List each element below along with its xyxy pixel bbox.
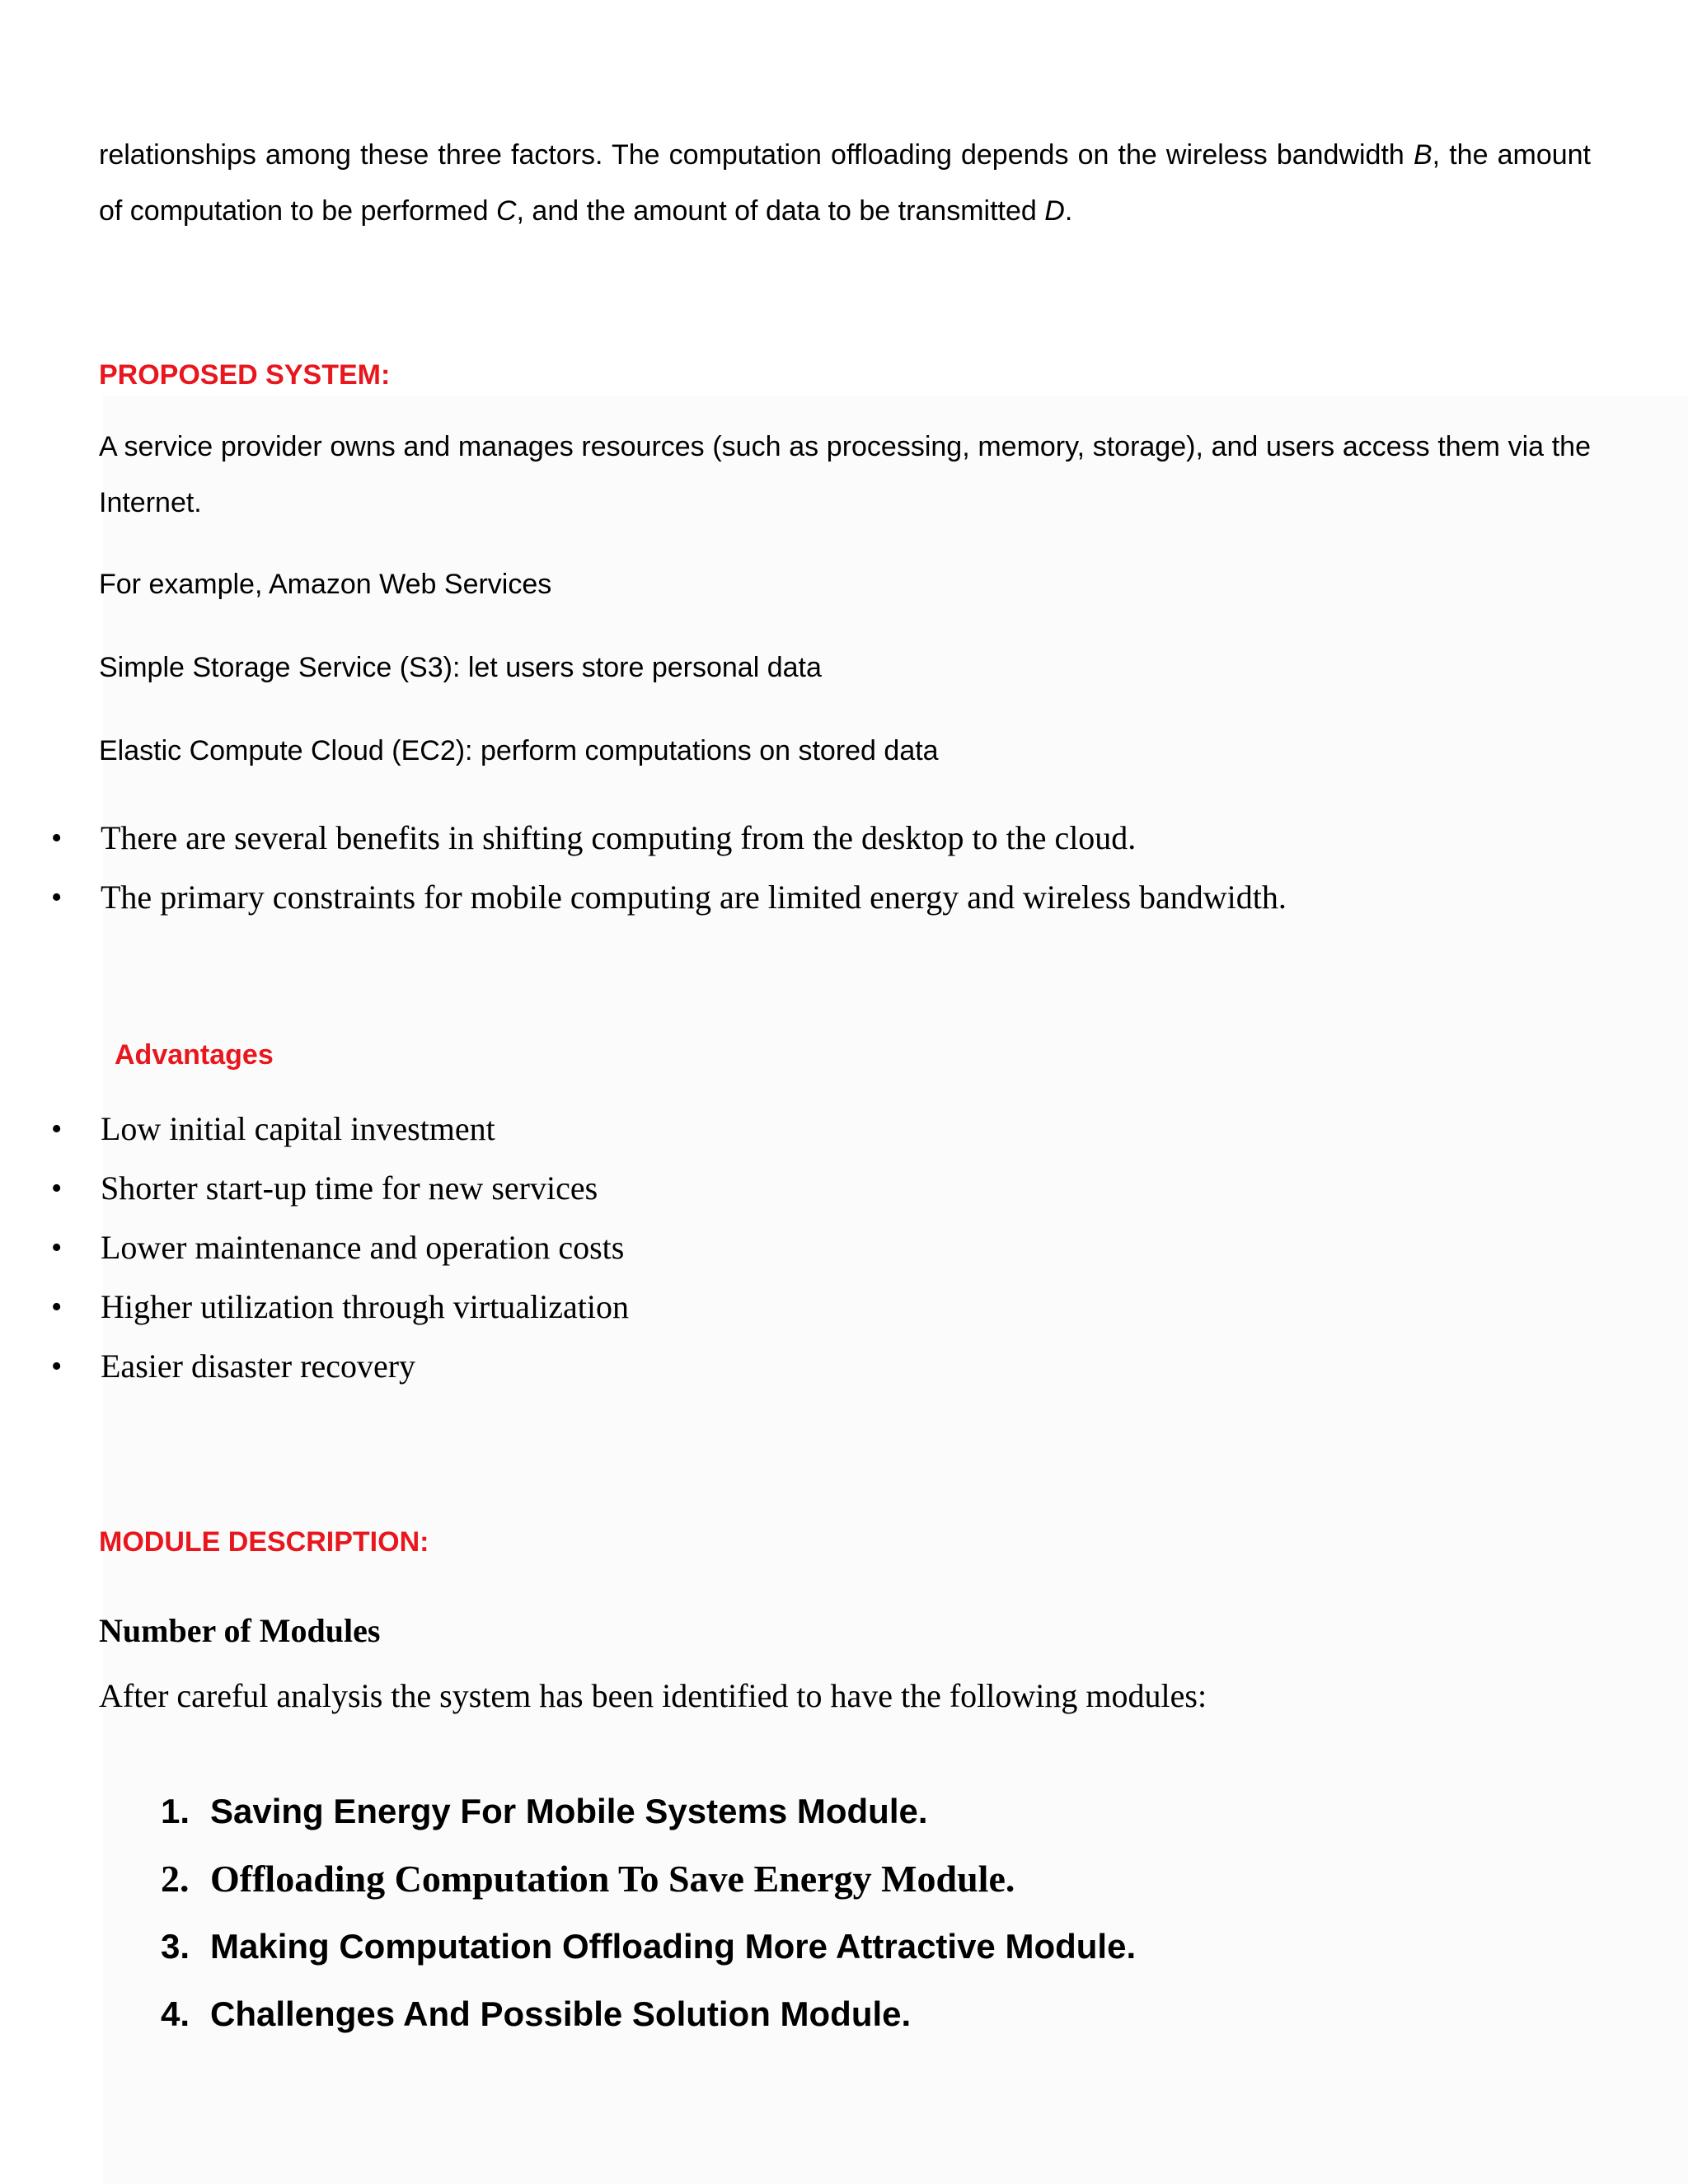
proposed-system-paragraph: A service provider owns and manages resources (such as processing, memory, storage), and users access them via the Internet. xyxy=(99,431,1591,518)
list-item-text: Shorter start-up time for new services xyxy=(101,1169,598,1207)
list-item xyxy=(0,868,1688,927)
bullet-icon: • xyxy=(51,1230,63,1265)
list-item-text: Low initial capital investment xyxy=(101,1110,495,1147)
module-item xyxy=(161,1980,1562,2048)
module-label: Offloading Computation To Save Energy Module. xyxy=(210,1858,1015,1900)
module-number: 1. xyxy=(161,1792,190,1830)
var-c: C xyxy=(495,195,517,227)
benefits-list xyxy=(0,808,1688,927)
var-b: B xyxy=(1413,139,1432,171)
bullet-icon: • xyxy=(51,1290,63,1324)
advantages-heading: Advantages xyxy=(115,1039,274,1071)
list-item-text: The primary constraints for mobile computing are limited energy and wireless bandwidth. xyxy=(101,879,1287,916)
module-label: Challenges And Possible Solution Module. xyxy=(210,1994,912,2033)
bullet-icon: • xyxy=(51,1171,63,1206)
list-item xyxy=(0,1099,1688,1159)
intro-text: , and the amount of data to be transmitted xyxy=(516,195,1045,227)
module-description-heading: MODULE DESCRIPTION: xyxy=(99,1526,429,1558)
var-d: D xyxy=(1044,195,1065,227)
list-item xyxy=(0,1277,1688,1337)
bullet-icon: • xyxy=(51,880,63,915)
module-item xyxy=(161,1845,1562,1913)
intro-text: , the amount of computation to be performed xyxy=(99,139,1591,227)
example-line: For example, Amazon Web Services xyxy=(99,569,552,600)
number-of-modules-heading: Number of Modules xyxy=(99,1612,381,1649)
module-item xyxy=(161,1778,1562,1845)
intro-text: . xyxy=(1064,195,1073,227)
modules-list xyxy=(161,1778,1562,2048)
list-item xyxy=(0,1159,1688,1218)
list-item-text: Higher utilization through virtualization xyxy=(101,1288,629,1325)
bullet-icon: • xyxy=(51,821,63,855)
bullet-icon: • xyxy=(51,1349,63,1384)
module-label: Saving Energy For Mobile Systems Module. xyxy=(210,1792,928,1830)
proposed-system-heading: PROPOSED SYSTEM: xyxy=(99,359,391,391)
bullet-icon: • xyxy=(51,1112,63,1146)
list-item-text: Easier disaster recovery xyxy=(101,1347,416,1385)
module-number: 3. xyxy=(161,1927,190,1966)
ec2-line: Elastic Compute Cloud (EC2): perform computations on stored data xyxy=(99,735,939,766)
module-number: 2. xyxy=(161,1858,190,1900)
list-item-text: Lower maintenance and operation costs xyxy=(101,1229,625,1266)
list-item-text: There are several benefits in shifting computing from the desktop to the cloud. xyxy=(101,819,1137,856)
s3-line: Simple Storage Service (S3): let users store personal data xyxy=(99,652,822,683)
module-label: Making Computation Offloading More Attractive Module. xyxy=(210,1927,1137,1966)
intro-paragraph xyxy=(99,127,1591,239)
module-item xyxy=(161,1913,1562,1980)
advantages-list xyxy=(0,1099,1688,1396)
intro-text: relationships among these three factors. The computation offloading depends on the wireless bandwidth xyxy=(99,139,1414,171)
list-item xyxy=(0,1218,1688,1277)
module-number: 4. xyxy=(161,1994,190,2033)
list-item xyxy=(0,808,1688,868)
list-item xyxy=(0,1337,1688,1396)
modules-intro: After careful analysis the system has been identified to have the following modules: xyxy=(99,1677,1207,1714)
